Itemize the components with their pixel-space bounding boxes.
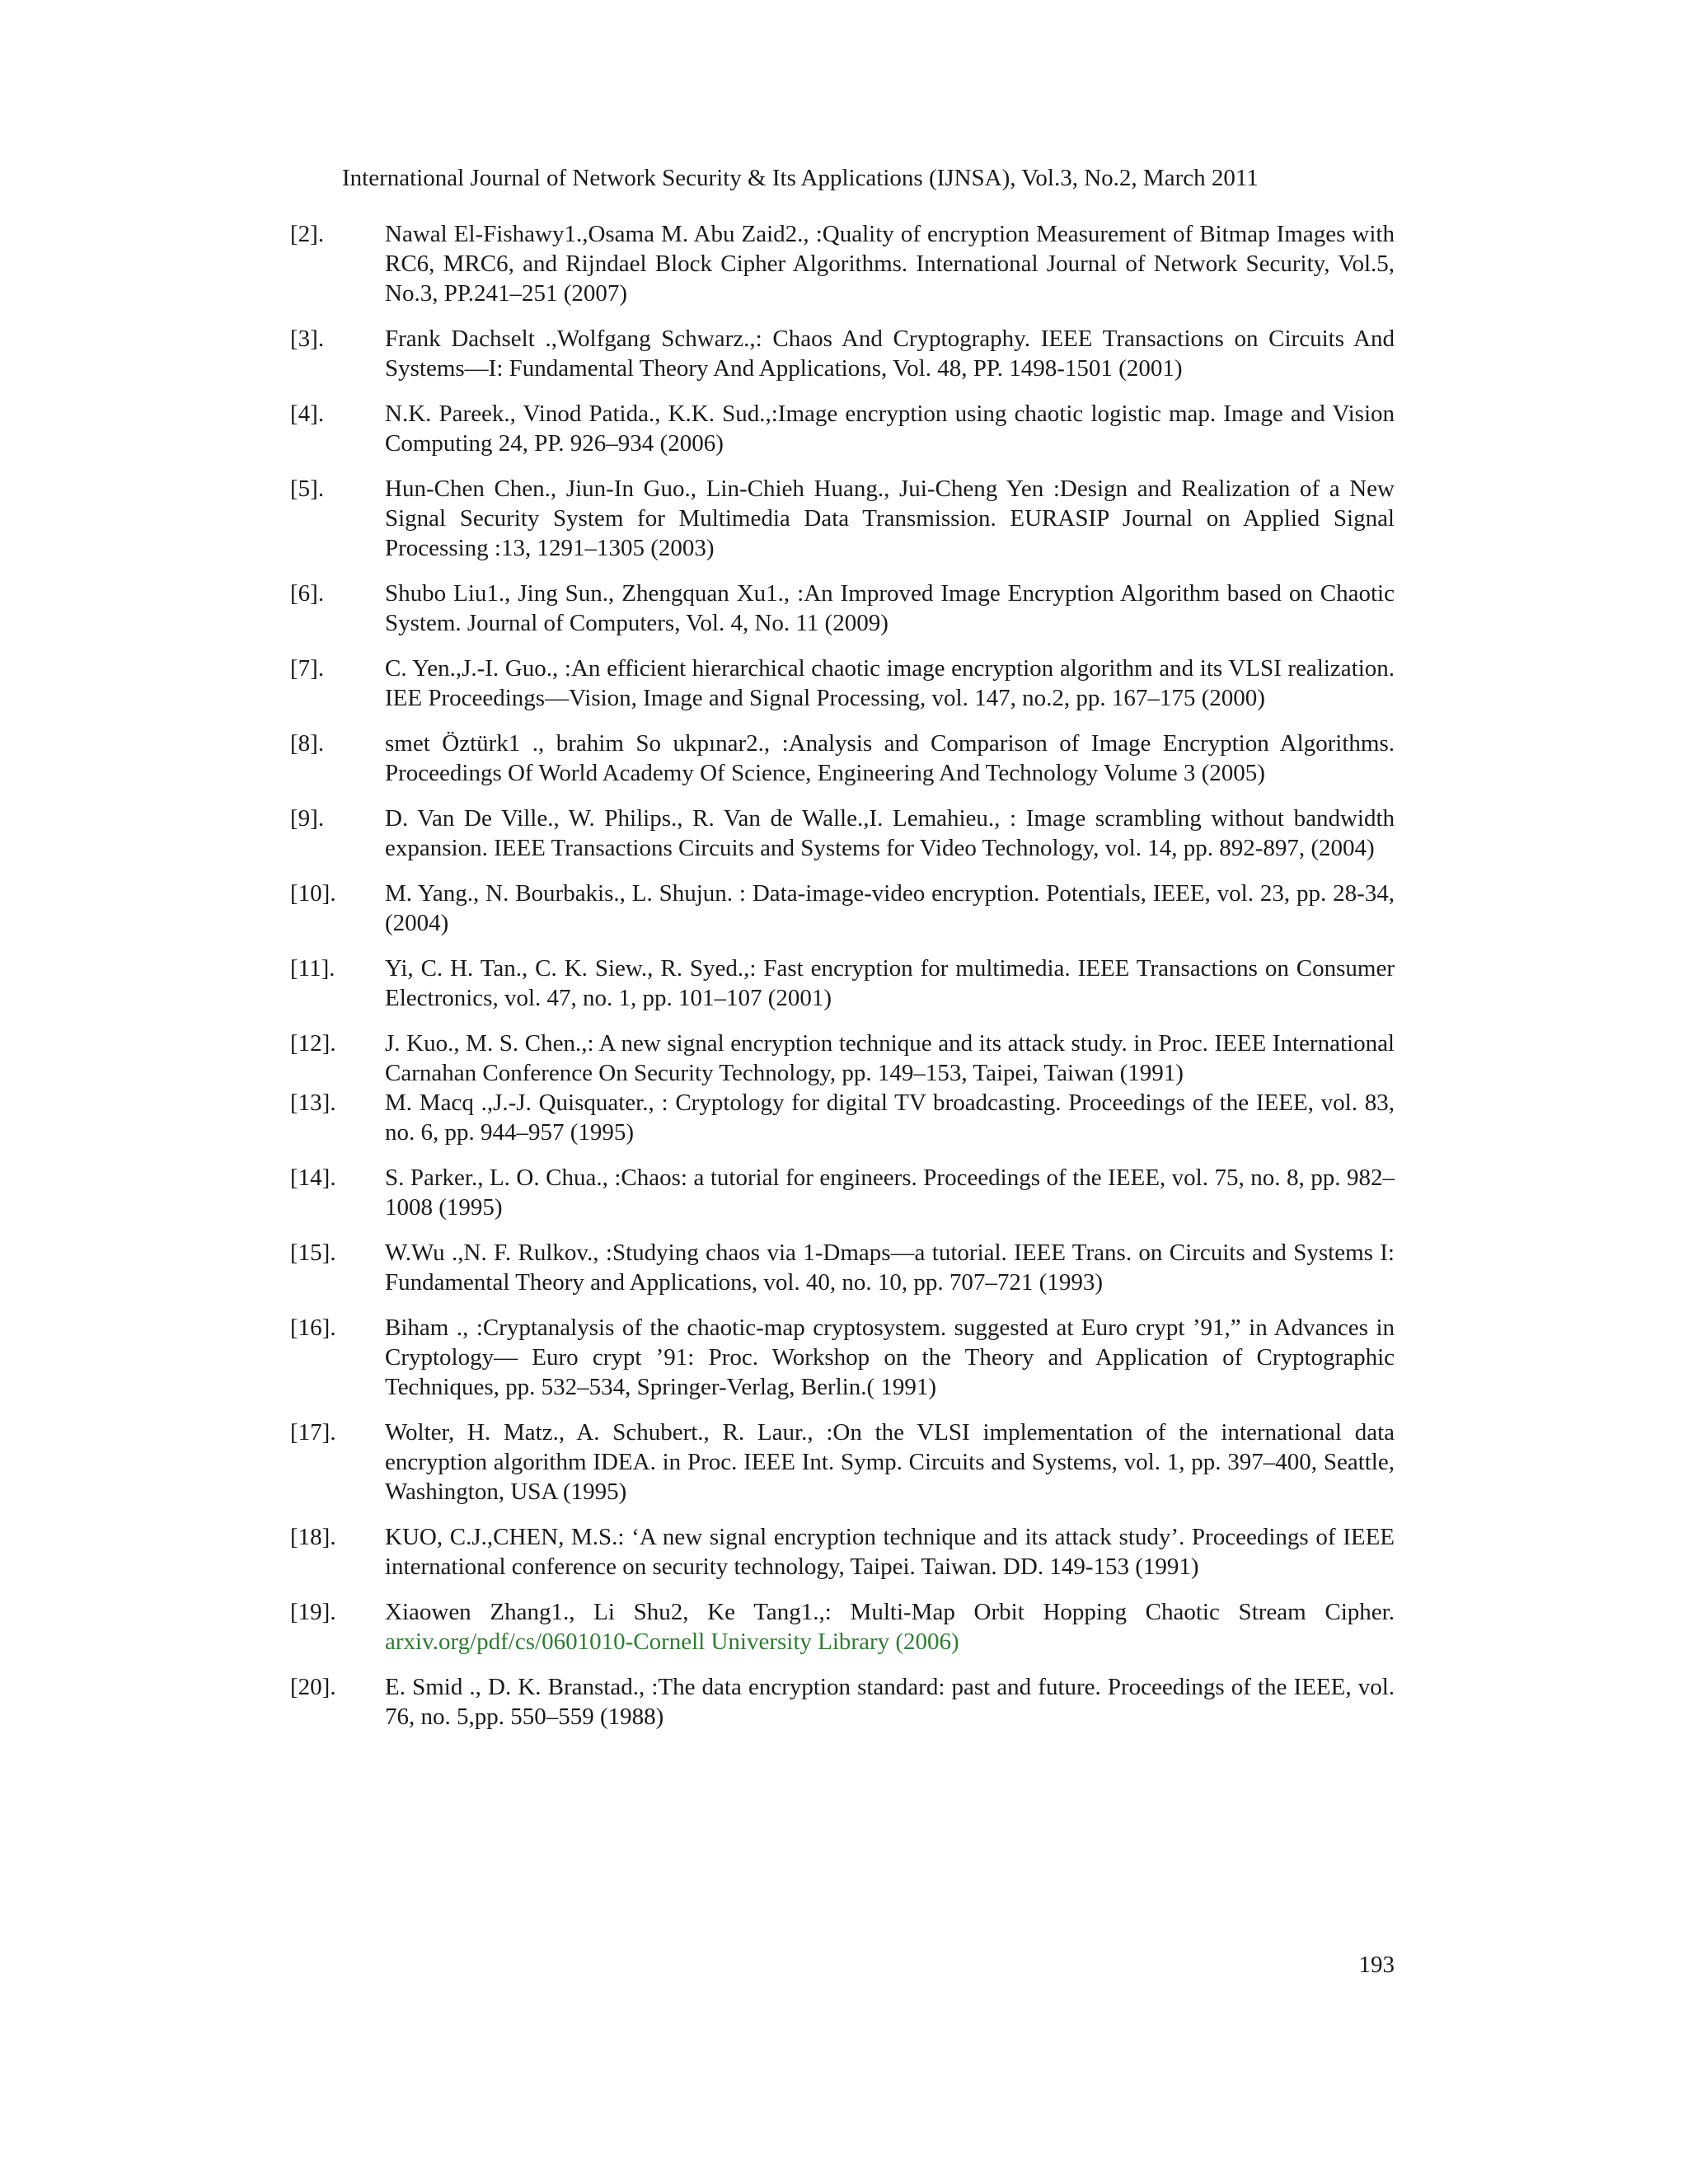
- reference-number: [18].: [290, 1524, 336, 1550]
- reference-number: [17].: [290, 1419, 336, 1446]
- reference-text: [385, 1597, 1395, 1657]
- reference-item: [290, 1672, 1395, 1732]
- reference-text: C. Yen.,J.-I. Guo., :An efficient hierarchical chaotic image encryption algorithm and its VLSI realization. IEE Proceedings—Vision, Image and Signal Processing, vol. 147, no.2, pp. 167–175 (2000): [385, 655, 1395, 711]
- reference-number: [12].: [290, 1030, 336, 1057]
- reference-item: [290, 1418, 1395, 1507]
- reference-item: [290, 399, 1395, 458]
- reference-text-body: Xiaowen Zhang1., Li Shu2, Ke Tang1.,: Multi-Map Orbit Hopping Chaotic Stream Cipher.: [385, 1599, 1395, 1625]
- reference-text: Nawal El-Fishawy1.,Osama M. Abu Zaid2., :Quality of encryption Measurement of Bitmap Images with RC6, MRC6, and Rijndael Block Cipher Algorithms. International Journal of Network Security, Vol.5, No.3, PP.241–251 (2007): [385, 221, 1395, 307]
- reference-text: smet Öztürk1 ., brahim So ukpınar2., :Analysis and Comparison of Image Encryption Algorithms. Proceedings Of World Academy Of Science, Engineering And Technology Volume 3 (2005): [385, 730, 1395, 786]
- reference-text: Hun-Chen Chen., Jiun-In Guo., Lin-Chieh Huang., Jui-Cheng Yen :Design and Realization of a New Signal Security System for Multimedia Data Transmission. EURASIP Journal on Applied Signal Processing :13, 1291–1305 (2003): [385, 476, 1395, 561]
- reference-number: [19].: [290, 1599, 336, 1625]
- reference-number: [8].: [290, 730, 325, 757]
- reference-item: [290, 804, 1395, 863]
- page-number: 193: [1358, 1952, 1395, 1978]
- reference-text: Frank Dachselt .,Wolfgang Schwarz.,: Chaos And Cryptography. IEEE Transactions on Circuits And Systems—I: Fundamental Theory And Applications, Vol. 48, PP. 1498-1501 (2001): [385, 326, 1395, 382]
- reference-number: [3].: [290, 326, 325, 352]
- reference-text: KUO, C.J.,CHEN, M.S.: ‘A new signal encryption technique and its attack study’. Proceedings of IEEE international conference on security technology, Taipei. Taiwan. DD. 149-153 (1991): [385, 1524, 1395, 1580]
- reference-number: [4].: [290, 401, 325, 427]
- reference-text: M. Yang., N. Bourbakis., L. Shujun. : Data-image-video encryption. Potentials, IEEE, vol. 23, pp. 28-34, (2004): [385, 880, 1395, 936]
- reference-number: [15].: [290, 1240, 336, 1266]
- reference-text: Shubo Liu1., Jing Sun., Zhengquan Xu1., :An Improved Image Encryption Algorithm based on Chaotic System. Journal of Computers, Vol. 4, No. 11 (2009): [385, 580, 1395, 636]
- reference-item: [290, 1597, 1395, 1657]
- running-header: International Journal of Network Security & Its Applications (IJNSA), Vol.3, No.2, March 2011: [342, 165, 1259, 191]
- reference-number: [2].: [290, 221, 325, 247]
- reference-item: [290, 1029, 1395, 1088]
- reference-item: [290, 729, 1395, 788]
- reference-item: [290, 1088, 1395, 1147]
- reference-text: M. Macq .,J.-J. Quisquater., : Cryptology for digital TV broadcasting. Proceedings of the IEEE, vol. 83, no. 6, pp. 944–957 (1995): [385, 1090, 1395, 1146]
- reference-number: [10].: [290, 880, 336, 907]
- reference-item: [290, 879, 1395, 938]
- reference-number: [11].: [290, 955, 335, 982]
- reference-item: [290, 954, 1395, 1013]
- reference-number: [7].: [290, 655, 325, 682]
- reference-number: [16].: [290, 1315, 336, 1341]
- reference-text: Yi, C. H. Tan., C. K. Siew., R. Syed.,: Fast encryption for multimedia. IEEE Transactions on Consumer Electronics, vol. 47, no. 1, pp. 101–107 (2001): [385, 955, 1395, 1011]
- reference-text: J. Kuo., M. S. Chen.,: A new signal encryption technique and its attack study. in Proc. IEEE International Carnahan Conference On Security Technology, pp. 149–153, Taipei, Taiwan (1991): [385, 1030, 1395, 1086]
- reference-number: [6].: [290, 580, 325, 607]
- reference-text: Biham ., :Cryptanalysis of the chaotic-map cryptosystem. suggested at Euro crypt ’91,” in Advances in Cryptology— Euro crypt ’91: Proc. Workshop on the Theory and Application of Cryptographic Techniques, pp. 532–534, Springer-Verlag, Berlin.( 1991): [385, 1315, 1395, 1400]
- reference-item: [290, 579, 1395, 638]
- reference-item: [290, 654, 1395, 713]
- reference-number: [20].: [290, 1674, 336, 1700]
- reference-text: E. Smid ., D. K. Branstad., :The data encryption standard: past and future. Proceedings of the IEEE, vol. 76, no. 5,pp. 550–559 (1988): [385, 1674, 1395, 1730]
- reference-item: [290, 324, 1395, 383]
- reference-text: S. Parker., L. O. Chua., :Chaos: a tutorial for engineers. Proceedings of the IEEE, vol. 75, no. 8, pp. 982–1008 (1995): [385, 1165, 1395, 1221]
- reference-item: [290, 1238, 1395, 1297]
- reference-number: [5].: [290, 476, 325, 502]
- reference-item: [290, 1163, 1395, 1222]
- reference-number: [14].: [290, 1165, 336, 1191]
- reference-item: [290, 1522, 1395, 1582]
- reference-text: N.K. Pareek., Vinod Patida., K.K. Sud.,:Image encryption using chaotic logistic map. Image and Vision Computing 24, PP. 926–934 (2006): [385, 401, 1395, 457]
- reference-number: [9].: [290, 805, 325, 832]
- reference-text: D. Van De Ville., W. Philips., R. Van de Walle.,I. Lemahieu., : Image scrambling without bandwidth expansion. IEEE Transactions Circuits and Systems for Video Technology, vol. 14, pp. 892-897, (2004): [385, 805, 1395, 861]
- reference-text: Wolter, H. Matz., A. Schubert., R. Laur., :On the VLSI implementation of the international data encryption algorithm IDEA. in Proc. IEEE Int. Symp. Circuits and Systems, vol. 1, pp. 397–400, Seattle, Washington, USA (1995): [385, 1419, 1395, 1505]
- reference-number: [13].: [290, 1090, 336, 1116]
- reference-link[interactable]: arxiv.org/pdf/cs/0601010-Cornell University Library (2006): [385, 1629, 959, 1655]
- reference-item: [290, 1313, 1395, 1402]
- reference-item: [290, 219, 1395, 308]
- reference-text: W.Wu .,N. F. Rulkov., :Studying chaos via 1-Dmaps—a tutorial. IEEE Trans. on Circuits and Systems I: Fundamental Theory and Applications, vol. 40, no. 10, pp. 707–721 (1993): [385, 1240, 1395, 1296]
- reference-list: [290, 219, 1395, 1747]
- reference-item: [290, 474, 1395, 563]
